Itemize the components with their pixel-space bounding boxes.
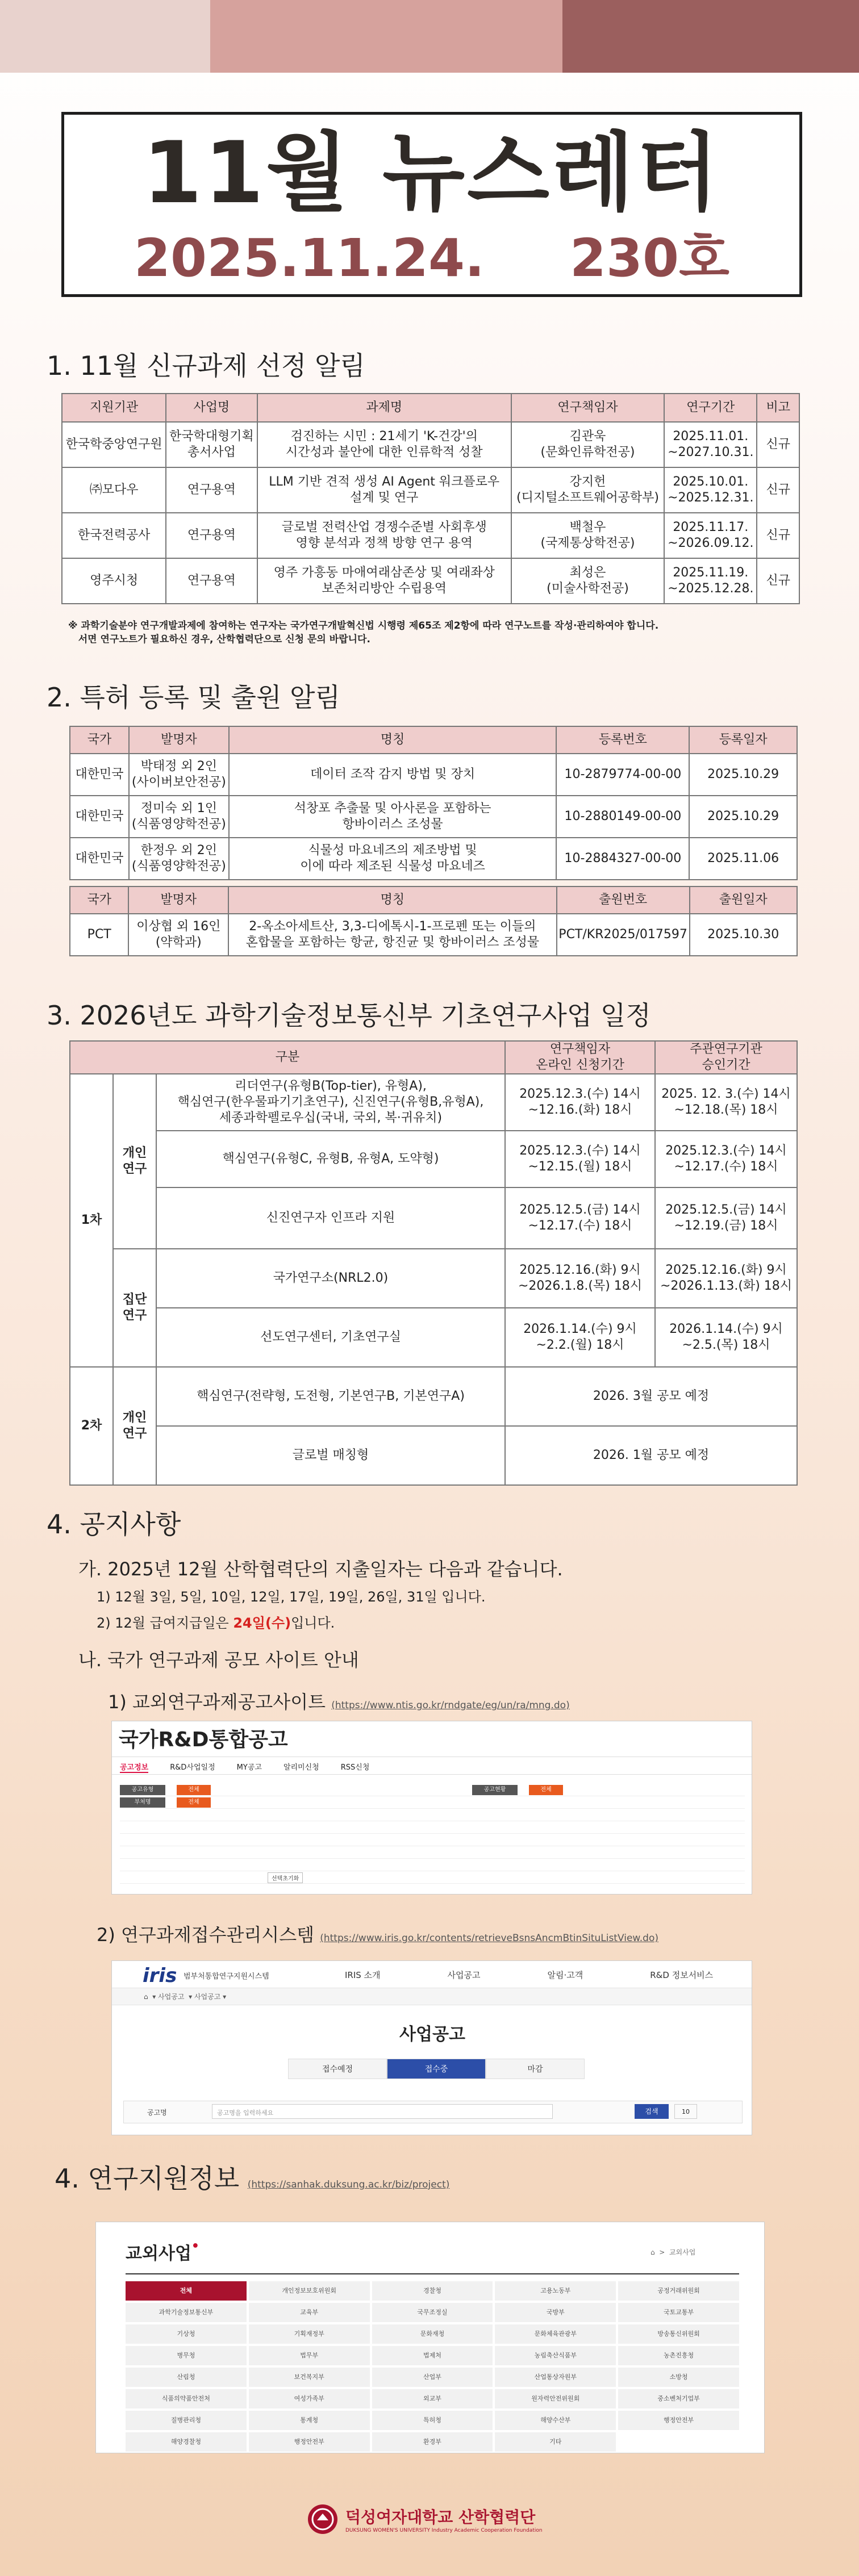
ministry-filter-item[interactable]: 법제처 <box>372 2346 493 2365</box>
ntis-tab[interactable]: 공고정보 <box>120 1761 148 1773</box>
round-1: 1차 <box>70 1074 113 1367</box>
ministry-filter-item[interactable]: 공정거래위원회 <box>618 2281 739 2301</box>
ministry-filter-item[interactable]: 보건복지부 <box>249 2368 370 2387</box>
table-cell: 2025.10.30 <box>690 914 797 956</box>
table-row <box>62 513 799 558</box>
table-cell: 신규 <box>757 513 799 558</box>
table-cell: 김관욱 (문화인류학전공) <box>511 422 664 467</box>
ministry-filter-item[interactable]: 환경부 <box>372 2432 493 2452</box>
table-cell: LLM 기반 견적 생성 AI Agent 워크플로우 설계 및 연구 <box>257 467 511 513</box>
table-cell: 연구용역 <box>166 558 257 604</box>
group-research: 집단 연구 <box>113 1249 156 1367</box>
ministry-filter-item <box>618 2432 739 2452</box>
column-header: 과제명 <box>257 394 511 422</box>
table-cell: 10-2880149-00-00 <box>556 796 689 838</box>
ntis-all-button[interactable]: 전체 <box>177 1797 211 1808</box>
ministry-filter-item[interactable]: 특허청 <box>372 2411 493 2430</box>
table-cell: PCT/KR2025/017597 <box>557 914 690 956</box>
ministry-filter-item[interactable]: 법무부 <box>249 2346 370 2365</box>
table-cell: 2025.11.19. ~2025.12.28. <box>664 558 757 604</box>
table-row <box>70 754 797 796</box>
table-cell: 석창포 추출물 및 아사론을 포함하는 항바이러스 조성물 <box>229 796 557 838</box>
table-cell: 글로벌 전력산업 경쟁수준별 사회후생 영향 분석과 정책 방향 연구 용역 <box>257 513 511 558</box>
iris-nav-item[interactable]: 알림·고객 <box>547 1970 583 1980</box>
table-cell: 한국학중앙연구원 <box>62 422 166 467</box>
table-cell: 검진하는 시민 : 21세기 'K-건강'의 시간성과 불안에 대한 인류학적 성찰 <box>257 422 511 467</box>
table-row <box>70 796 797 838</box>
iris-page-title: 사업공고 <box>399 2025 465 2044</box>
ministry-filter-item[interactable]: 중소벤처기업부 <box>618 2389 739 2408</box>
column-header: 등록번호 <box>556 726 689 754</box>
section-heading: 4. 연구지원정보 (https://sanhak.duksung.ac.kr/biz/project) <box>55 2163 450 2194</box>
table-cell: 10-2879774-00-00 <box>556 754 689 796</box>
sanhak-screenshot <box>95 2222 765 2453</box>
notice-ga-1: 1) 12월 3일, 5일, 10일, 12일, 17일, 19일, 26일, 31일 입니다. <box>97 1589 486 1605</box>
table-cell: 백철우 (국제통상학전공) <box>511 513 664 558</box>
ministry-filter-item[interactable]: 기획재정부 <box>249 2324 370 2344</box>
ntis-tab[interactable]: RSS신청 <box>340 1763 370 1772</box>
section-heading: 3. 2026년도 과학기술정보통신부 기초연구사업 일정 <box>47 1000 651 1031</box>
notice-na: 나. 국가 연구과제 공모 사이트 안내 <box>78 1649 359 1671</box>
column-header: 등록일자 <box>689 726 797 754</box>
ministry-filter-item[interactable]: 방송통신위원회 <box>618 2324 739 2344</box>
ntis-all-button[interactable]: 전체 <box>529 1785 563 1795</box>
table-cell: 신규 <box>757 422 799 467</box>
column-header: 국가 <box>70 886 128 914</box>
basic-research-schedule-table: 구분 연구책임자 온라인 신청기간 주관연구기관 승인기간 1차 개인 연구 리더연구(유형B(Top-tier), 유형A), 핵심연구(한우물파기기초연구), 신진연구(유형B,유형A), 세종과학펠로우십(국내, 국외, 복·귀유치) 2025.12.3.(수) 14시 ~12.16.(화) 18시 2025. 12. 3.(수) 14시 ~12.18.(목) 18시 핵심연구(유형C, 유형B, 유형A, 도약형) 2025.12.3.(수) 14시 ~12.15.(월) 18시 2025.12.3.(수) 14시 ~12.17.(수) 18시 신진연구자 인프라 지원 2025.12.5.(금) 14시 ~12.17.(수) 18시 2025.12.5.(금) 14시 ~12.19.(금) 18시 집단 연구 국가연구소(NRL2.0) 2025.12.16.(화) 9시 ~2026.1.8.(목) 18시 2025.12.16.(화) 9시 ~2026.1.13.(화) 18시 선도연구센터, 기초연구실 2026.1.14.(수) 9시 ~2.2.(월) 18시 2026.1.14.(수) 9시 ~2.5.(목) 18시 2차 개인 연구 핵심연구(전략형, 도전형, 기본연구B, 기본연구A) 2026. 3월 공모 예정 글로벌 매칭형 2026. 1월 공모 예정 <box>69 1040 798 1486</box>
search-button[interactable]: 검색 <box>635 2104 669 2119</box>
research-note-notice: ※ 과학기술분야 연구개발과제에 참여하는 연구자는 국가연구개발혁신법 시행령 제65조 제2항에 따라 연구노트를 작성·관리하여야 합니다. 서면 연구노트가 필요하신 경우, 산학협력단으로 신청 문의 바랍니다. <box>68 620 659 645</box>
table-cell: 2025.11.06 <box>689 838 797 880</box>
iris-nav-item[interactable]: R&D 정보서비스 <box>650 1970 714 1980</box>
iris-nav-item[interactable]: 사업공고 <box>447 1970 481 1980</box>
table-cell: 정미숙 외 1인 (식품영양학전공) <box>129 796 229 838</box>
ntis-filter-label: 부처명 <box>120 1797 165 1808</box>
ntis-tab[interactable]: R&D사업일정 <box>170 1763 215 1772</box>
table-cell: 이상협 외 16인 (약학과) <box>128 914 228 956</box>
issue-number: 230호 <box>570 228 729 288</box>
ministry-filter-item[interactable]: 경찰청 <box>372 2281 493 2301</box>
table-cell: 2-옥소아세트산, 3,3-디에톡시-1-프로펜 또는 이들의 혼합물을 포함하는 항균, 항진균 및 항바이러스 조성물 <box>228 914 556 956</box>
table-cell: 2025.10.29 <box>689 754 797 796</box>
iris-nav-item[interactable]: IRIS 소개 <box>345 1970 381 1980</box>
ministry-filter-item[interactable]: 기타 <box>495 2432 616 2452</box>
personal-research: 개인 연구 <box>113 1367 156 1485</box>
column-header: 출원일자 <box>690 886 797 914</box>
ministry-filter-item[interactable]: 고용노동부 <box>495 2281 616 2301</box>
patent-registration-table <box>69 726 798 880</box>
header-row <box>62 394 799 422</box>
ministry-filter-item[interactable]: 국무조정실 <box>372 2303 493 2322</box>
footer-logo <box>307 2485 614 2553</box>
column-header: 연구책임자 <box>511 394 664 422</box>
table-row <box>70 914 797 956</box>
column-header: 발명자 <box>129 726 229 754</box>
ntis-reset-button[interactable]: 선택초기화 <box>268 1872 303 1883</box>
ministry-filter-item[interactable]: 국방부 <box>495 2303 616 2322</box>
table-cell: 한정우 외 2인 (식품영양학전공) <box>129 838 229 880</box>
column-header: 출원번호 <box>557 886 690 914</box>
table-row <box>62 558 799 604</box>
ntis-tab[interactable]: MY공고 <box>236 1763 262 1772</box>
table-cell: 한국전력공사 <box>62 513 166 558</box>
ntis-filter-row <box>120 1834 745 1846</box>
table-cell: 신규 <box>757 467 799 513</box>
ministry-filter-item[interactable]: 식품의약품안전처 <box>126 2389 247 2408</box>
table-row <box>62 467 799 513</box>
table-cell: PCT <box>70 914 128 956</box>
column-header: 발명자 <box>128 886 228 914</box>
new-projects-table <box>61 393 800 604</box>
header-row <box>70 886 797 914</box>
column-header: 명칭 <box>229 726 557 754</box>
ntis-filter-row <box>120 1821 745 1834</box>
table-cell: 연구용역 <box>166 513 257 558</box>
column-header: 연구기간 <box>664 394 757 422</box>
ministry-filter-item[interactable]: 국토교통부 <box>618 2303 739 2322</box>
ntis-tab[interactable]: 알리미신청 <box>283 1763 319 1772</box>
ntis-filter-row <box>120 1859 745 1871</box>
patent-application-table <box>69 886 798 956</box>
col-apply: 연구책임자 온라인 신청기간 <box>505 1041 655 1074</box>
table-cell: 10-2884327-00-00 <box>556 838 689 880</box>
ministry-filter-item[interactable]: 질병관리청 <box>126 2411 247 2430</box>
ministry-filter-item[interactable]: 해양경찰청 <box>126 2432 247 2452</box>
ministry-filter-item[interactable]: 여성가족부 <box>249 2389 370 2408</box>
table-cell: 한국학대형기획 총서사업 <box>166 422 257 467</box>
newsletter-title-box <box>61 112 802 297</box>
iris-tab[interactable]: 마감 <box>486 2059 585 2079</box>
ministry-filter-item[interactable]: 문화체육관광부 <box>495 2324 616 2344</box>
ministry-filter-item[interactable]: 교육부 <box>249 2303 370 2322</box>
section-heading: 4. 공지사항 <box>47 1509 181 1540</box>
ntis-screenshot: 국가R&D통합공고 공고정보 R&D사업일정 MY공고 알리미신청 RSS신청 공고유형 전체 부처명 전체 공고현황 전체 선택초기화 <box>111 1721 752 1895</box>
table-cell: 최성은 (미술사학전공) <box>511 558 664 604</box>
table-cell: 대한민국 <box>70 838 129 880</box>
ministry-filter-item[interactable]: 통계청 <box>249 2411 370 2430</box>
page-size-select[interactable]: 10 <box>674 2104 697 2119</box>
column-header: 국가 <box>70 726 129 754</box>
table-cell: 대한민국 <box>70 796 129 838</box>
top-color-bar <box>0 0 859 73</box>
footer-name: 덕성여자대학교 산학협력단 <box>345 2508 536 2527</box>
iris-link[interactable]: (https://www.iris.go.kr/contents/retrieveBsnsAncmBtinSituListView.do) <box>320 1933 658 1944</box>
ministry-filter-item[interactable]: 외교부 <box>372 2389 493 2408</box>
breadcrumb: ⌂ ▾ 사업공고 ▾ 사업공고 ▾ <box>144 1993 227 2001</box>
table-cell: 영주시청 <box>62 558 166 604</box>
ministry-filter-item[interactable]: 행정안전부 <box>249 2432 370 2452</box>
ministry-filter-item[interactable]: 병무청 <box>126 2346 247 2365</box>
ntis-filter-row <box>120 1809 745 1821</box>
notice-na-2: 2) 연구과제접수관리시스템 (https://www.iris.go.kr/contents/retrieveBsnsAncmBtinSituListView.do) <box>97 1924 658 1946</box>
ministry-filter-item[interactable]: 전체 <box>126 2281 247 2301</box>
ministry-filter-item[interactable]: 산업부 <box>372 2368 493 2387</box>
iris-screenshot: iris 범부처통합연구지원시스템 IRIS 소개 사업공고 알림·고객 R&D 정보서비스 ⌂ ▾ 사업공고 ▾ 사업공고 ▾ 사업공고 접수예정 접수중 마감 공고명 공고명을 입력하세요 검색 10 <box>111 1960 752 2135</box>
header-row <box>70 726 797 754</box>
table-cell: 영주 가흥동 마애여래삼존상 및 여래좌상 보존처리방안 수립용역 <box>257 558 511 604</box>
search-input[interactable]: 공고명을 입력하세요 <box>212 2104 553 2119</box>
footer-sub: DUKSUNG WOMEN'S UNIVERSITY Industry Academic Cooperation Foundation <box>345 2528 543 2533</box>
university-emblem-icon <box>307 2503 339 2535</box>
table-cell: 데이터 조작 감지 방법 및 장치 <box>229 754 557 796</box>
table-cell: 2025.10.29 <box>689 796 797 838</box>
table-cell: 대한민국 <box>70 754 129 796</box>
col-category: 구분 <box>70 1041 505 1074</box>
ntis-link[interactable]: (https://www.ntis.go.kr/rndgate/eg/un/ra/mng.do) <box>331 1700 570 1711</box>
column-header: 사업명 <box>166 394 257 422</box>
col-approve: 주관연구기관 승인기간 <box>655 1041 797 1074</box>
ntis-filter-row <box>120 1846 745 1859</box>
sanhak-link[interactable]: (https://sanhak.duksung.ac.kr/biz/project) <box>247 2179 450 2190</box>
issue-date: 2025.11.24. <box>134 228 485 288</box>
ntis-filter-label: 공고현황 <box>472 1785 518 1795</box>
table-cell: 식물성 마요네즈의 제조방법 및 이에 따라 제조된 식물성 마요네즈 <box>229 838 557 880</box>
newsletter-title: 11월 뉴스레터 <box>143 124 721 223</box>
table-cell: 강지헌 (디지털소프트웨어공학부) <box>511 467 664 513</box>
ministry-filter-item[interactable]: 소방청 <box>618 2368 739 2387</box>
ntis-filter-row <box>120 1871 745 1884</box>
section-heading: 1. 11월 신규과제 선정 알림 <box>47 350 365 381</box>
ministry-filter-item[interactable]: 기상청 <box>126 2324 247 2344</box>
table-row <box>70 838 797 880</box>
ministry-filter-item[interactable]: 개인정보보호위원회 <box>249 2281 370 2301</box>
iris-tab[interactable]: 접수예정 <box>288 2059 387 2079</box>
ntis-filter-row <box>120 1796 745 1809</box>
column-header: 비고 <box>757 394 799 422</box>
table-cell: 연구용역 <box>166 467 257 513</box>
ministry-filter-item[interactable]: 행정안전부 <box>618 2411 739 2430</box>
ntis-all-button[interactable]: 전체 <box>177 1785 211 1795</box>
ministry-filter-item[interactable]: 농촌진흥청 <box>618 2346 739 2365</box>
round-2: 2차 <box>70 1367 113 1485</box>
ntis-filter-label: 공고유형 <box>120 1785 165 1795</box>
notice-ga-2: 2) 12월 급여지급일은 24일(수)입니다. <box>97 1615 335 1631</box>
ministry-filter-item[interactable]: 해양수산부 <box>495 2411 616 2430</box>
ministry-filter-item[interactable]: 산업통상자원부 <box>495 2368 616 2387</box>
table-cell: 2025.11.01. ~2027.10.31. <box>664 422 757 467</box>
table-cell: 박태정 외 2인 (사이버보안전공) <box>129 754 229 796</box>
breadcrumb: ⌂ > 교외사업 <box>650 2248 696 2256</box>
ntis-filter-row <box>120 1784 745 1796</box>
ministry-filter-item[interactable]: 원자력안전위원회 <box>495 2389 616 2408</box>
table-cell: 2025.11.17. ~2026.09.12. <box>664 513 757 558</box>
notice-ga: 가. 2025년 12월 산학협력단의 지출일자는 다음과 같습니다. <box>78 1558 563 1580</box>
table-cell: ㈜모다우 <box>62 467 166 513</box>
table-cell: 신규 <box>757 558 799 604</box>
ministry-filter-item[interactable]: 산림청 <box>126 2368 247 2387</box>
notice-na-1: 1) 교외연구과제공고사이트 (https://www.ntis.go.kr/rndgate/eg/un/ra/mng.do) <box>108 1691 570 1713</box>
table-row <box>62 422 799 467</box>
table-cell: 2025.10.01. ~2025.12.31. <box>664 467 757 513</box>
ministry-filter-item[interactable]: 문화재청 <box>372 2324 493 2344</box>
ministry-filter-item[interactable]: 농림축산식품부 <box>495 2346 616 2365</box>
personal-research: 개인 연구 <box>113 1074 156 1249</box>
sanhak-title: 교외사업• <box>126 2239 199 2264</box>
column-header: 지원기관 <box>62 394 166 422</box>
iris-logo: iris <box>143 1964 177 1987</box>
column-header: 명칭 <box>228 886 556 914</box>
iris-tab[interactable]: 접수중 <box>387 2059 486 2079</box>
section-heading: 2. 특허 등록 및 출원 알림 <box>47 682 340 713</box>
ministry-filter-item[interactable]: 과학기술정보통신부 <box>126 2303 247 2322</box>
